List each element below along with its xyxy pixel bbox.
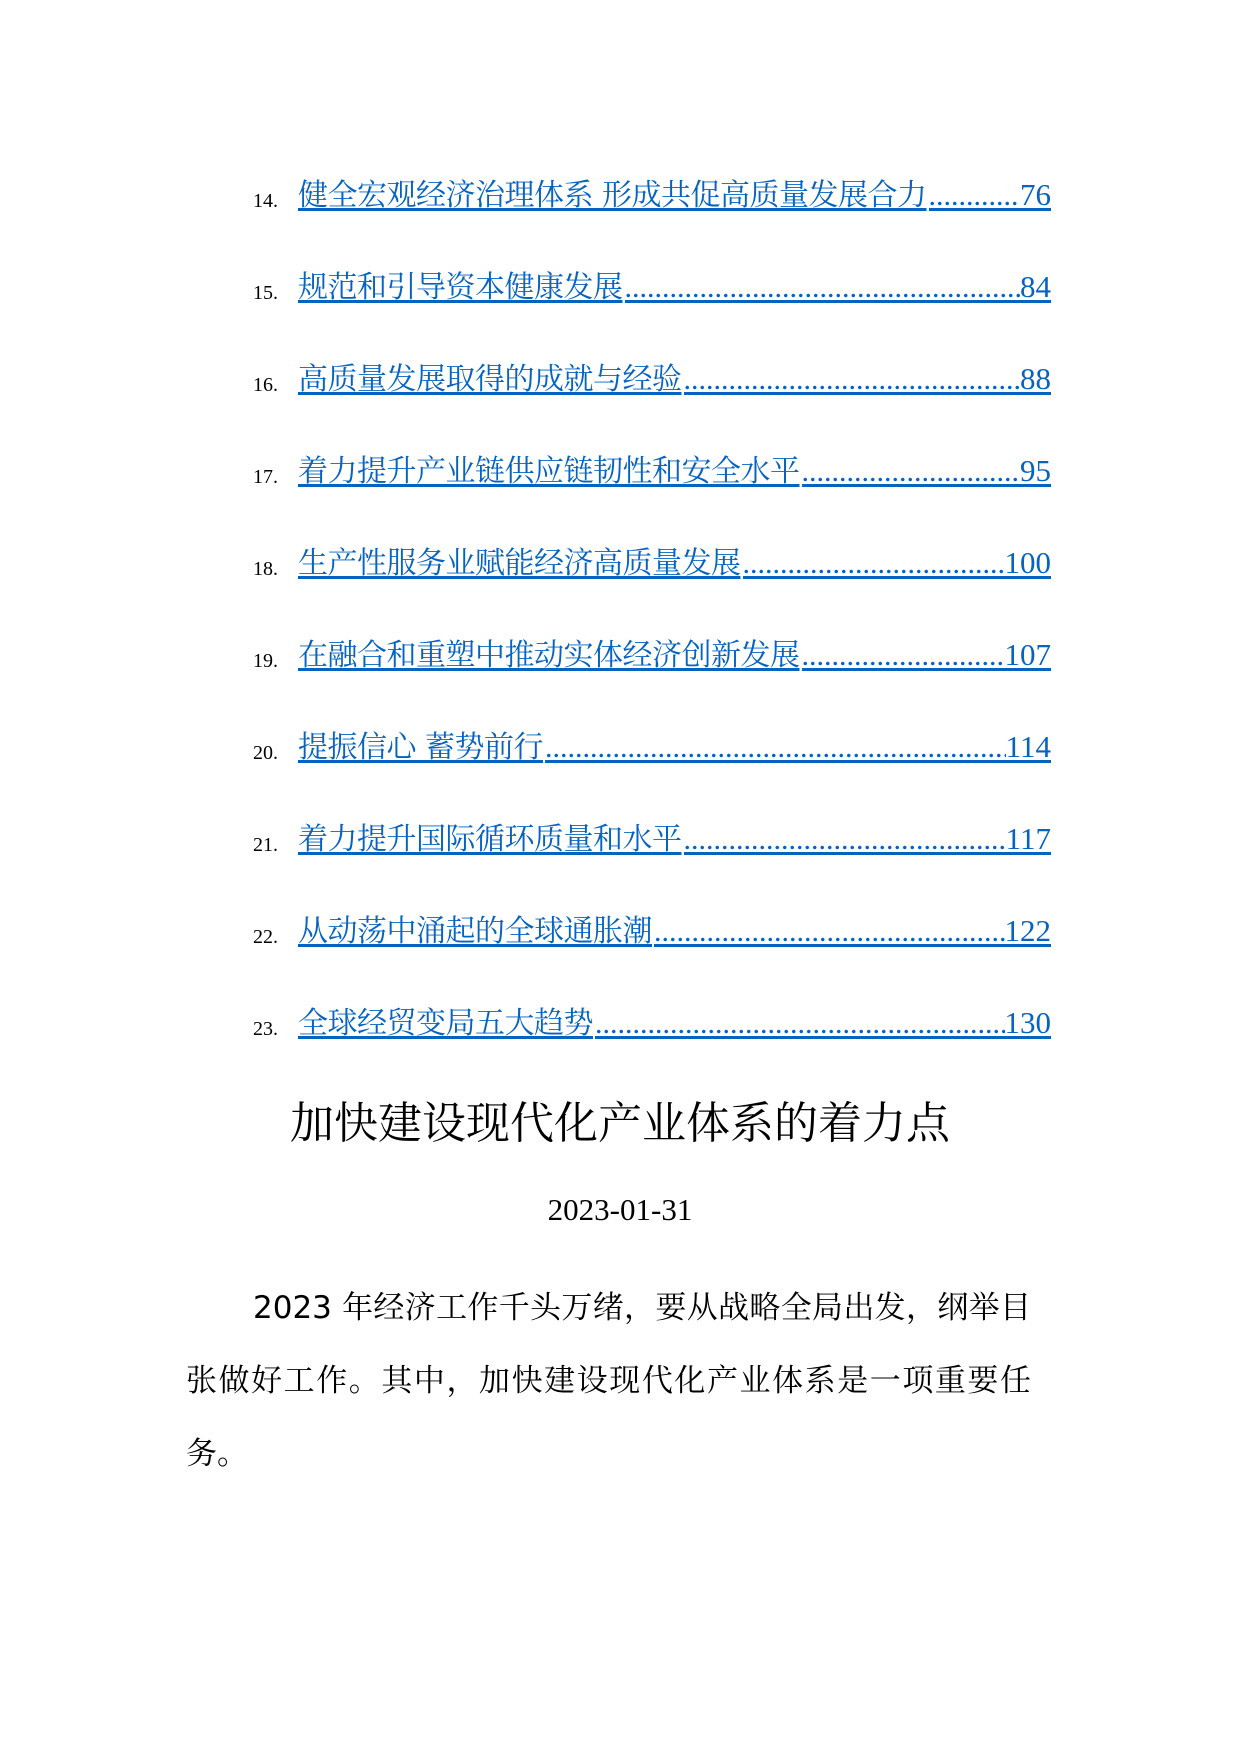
toc-entry-page: 76 xyxy=(1020,177,1051,212)
toc-entry-link[interactable] xyxy=(298,262,1051,306)
toc-entry xyxy=(253,814,1051,906)
toc-entry-title: 健全宏观经济治理体系 形成共促高质量发展合力 xyxy=(298,178,927,213)
toc-entry-number: 20. xyxy=(253,742,278,764)
toc-dot-leader xyxy=(625,271,1021,305)
toc-dot-leader xyxy=(595,1007,1005,1041)
toc-entry-title: 高质量发展取得的成就与经验 xyxy=(298,362,682,397)
toc-entry-link[interactable] xyxy=(298,722,1051,766)
toc-dot-leader xyxy=(802,455,1021,489)
toc-entry-number: 15. xyxy=(253,282,278,304)
toc-entry xyxy=(253,998,1051,1090)
toc-entry-page: 130 xyxy=(1004,1005,1051,1040)
toc-entry-page: 95 xyxy=(1020,453,1051,488)
toc-dot-leader xyxy=(654,915,1005,949)
toc-entry xyxy=(253,170,1051,262)
toc-entry-title: 提振信心 蓄势前行 xyxy=(298,730,544,765)
toc-entry-link[interactable] xyxy=(298,538,1051,582)
article-title: 加快建设现代化产业体系的着力点 xyxy=(290,1098,950,1149)
toc-entry-page: 84 xyxy=(1020,269,1051,304)
toc-entry-number: 14. xyxy=(253,190,278,212)
toc-entry-number: 19. xyxy=(253,650,278,672)
toc-entry-title: 生产性服务业赋能经济高质量发展 xyxy=(298,546,741,581)
toc-dot-leader xyxy=(743,547,1005,581)
toc-dot-leader xyxy=(545,731,1006,765)
toc-entry-title: 全球经贸变局五大趋势 xyxy=(298,1006,593,1041)
toc-entry-number: 22. xyxy=(253,926,278,948)
toc-entry-number: 17. xyxy=(253,466,278,488)
toc-entry-number: 18. xyxy=(253,558,278,580)
toc-entry xyxy=(253,722,1051,814)
toc-entry-page: 88 xyxy=(1020,361,1051,396)
toc-entry-page: 107 xyxy=(1004,637,1051,672)
toc-entry xyxy=(253,262,1051,354)
toc-entry xyxy=(253,446,1051,538)
toc-entry-page: 114 xyxy=(1005,729,1051,764)
toc-entry xyxy=(253,906,1051,998)
toc-dot-leader xyxy=(929,179,1020,213)
toc-entry-title: 在融合和重塑中推动实体经济创新发展 xyxy=(298,638,800,673)
toc-entry-page: 122 xyxy=(1004,913,1051,948)
toc-entry-number: 16. xyxy=(253,374,278,396)
toc-entry-link[interactable] xyxy=(298,170,1051,214)
toc-entry-link[interactable] xyxy=(298,630,1051,674)
article-paragraph: 2023 年经济工作千头万绪，要从战略全局出发，纲举目张做好工作。其中，加快建设现代化产业体系是一项重要任务。 xyxy=(186,1290,1031,1472)
toc-entry-page: 100 xyxy=(1004,545,1051,580)
toc-entry xyxy=(253,354,1051,446)
toc-entry-link[interactable] xyxy=(298,446,1051,490)
toc-entry-title: 从动荡中涌起的全球通胀潮 xyxy=(298,914,652,949)
toc-entry-title: 着力提升产业链供应链韧性和安全水平 xyxy=(298,454,800,489)
toc-dot-leader xyxy=(684,363,1021,397)
toc-dot-leader xyxy=(684,823,1006,857)
toc-entry xyxy=(253,630,1051,722)
toc-entry-link[interactable] xyxy=(298,814,1051,858)
toc-entry-title: 着力提升国际循环质量和水平 xyxy=(298,822,682,857)
toc-entry-page: 117 xyxy=(1005,821,1051,856)
toc-entry-link[interactable] xyxy=(298,354,1051,398)
toc-entry xyxy=(253,538,1051,630)
toc-entry-link[interactable] xyxy=(298,906,1051,950)
toc-dot-leader xyxy=(802,639,1005,673)
toc-entry-title: 规范和引导资本健康发展 xyxy=(298,270,623,305)
article-date: 2023-01-31 xyxy=(547,1192,693,1227)
toc-entry-link[interactable] xyxy=(298,998,1051,1042)
toc-entry-number: 23. xyxy=(253,1018,278,1040)
toc-entry-number: 21. xyxy=(253,834,278,856)
table-of-contents xyxy=(253,170,1051,1090)
